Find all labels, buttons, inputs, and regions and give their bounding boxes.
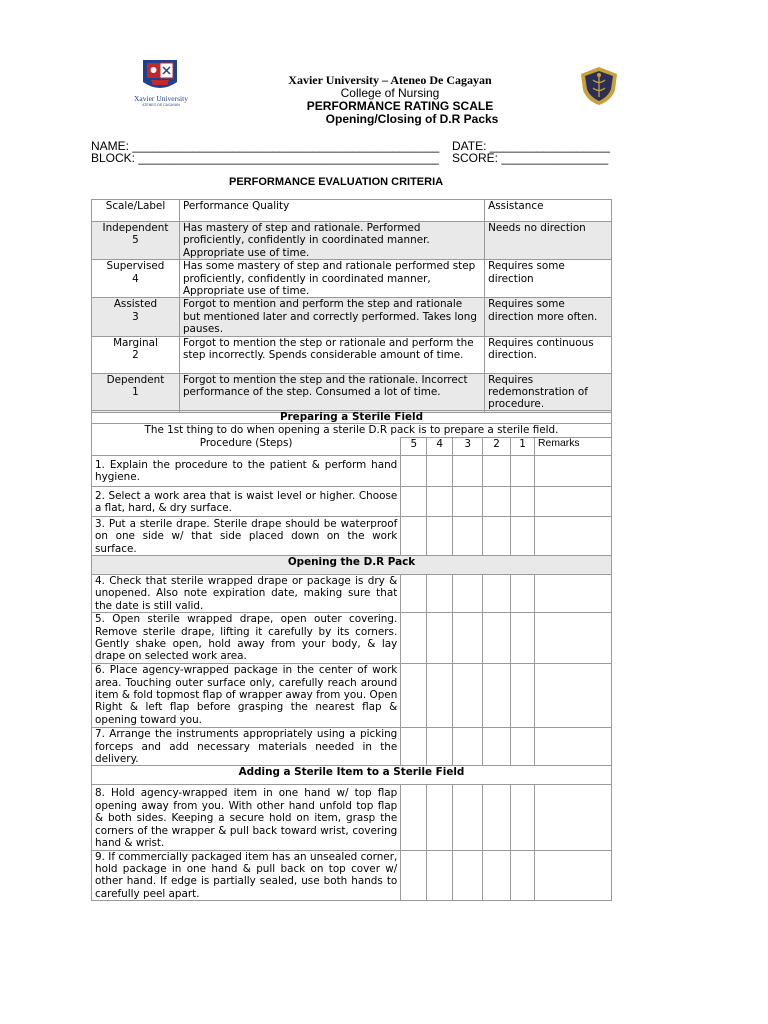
- score-cell[interactable]: [453, 516, 483, 555]
- scale-score: 3: [132, 310, 139, 323]
- section-note: The 1st thing to do when opening a sterile D.R pack is to prepare a sterile field.: [92, 424, 612, 437]
- criteria-title: PERFORMANCE EVALUATION CRITERIA: [229, 176, 444, 188]
- score-cell[interactable]: [427, 728, 453, 766]
- remarks-cell[interactable]: [535, 850, 612, 901]
- scale-score: 1: [132, 386, 139, 399]
- score-cell[interactable]: [511, 785, 535, 850]
- score-cell[interactable]: [483, 486, 511, 516]
- block-field[interactable]: BLOCK: _____________________________________________: [91, 151, 439, 165]
- score-cell[interactable]: [401, 516, 427, 555]
- score-cell[interactable]: [427, 486, 453, 516]
- remarks-cell[interactable]: [535, 516, 612, 555]
- header-score-1: 1: [511, 437, 535, 455]
- score-cell[interactable]: [483, 664, 511, 728]
- score-cell[interactable]: [483, 850, 511, 901]
- logo-caption: Xavier University: [134, 94, 188, 103]
- header-score-4: 4: [427, 437, 453, 455]
- score-field[interactable]: SCORE: ________________: [452, 151, 609, 165]
- score-cell[interactable]: [511, 664, 535, 728]
- scale-header-assistance: Assistance: [485, 200, 612, 222]
- score-cell[interactable]: [453, 728, 483, 766]
- header-score-5: 5: [401, 437, 427, 455]
- score-cell[interactable]: [427, 664, 453, 728]
- scale-header-quality: Performance Quality: [179, 200, 484, 222]
- score-cell[interactable]: [453, 455, 483, 486]
- score-cell[interactable]: [401, 728, 427, 766]
- step-row: 9. If commercially packaged item has an unsealed corner, hold package in one hand & pull back on top cover w/ other hand. If edge is partially sealed, use both hands to carefully peel apart.: [92, 850, 401, 901]
- score-cell[interactable]: [511, 850, 535, 901]
- logo-subcaption: ATENEO DE CAGAYAN: [142, 103, 180, 107]
- step-row: 6. Place agency-wrapped package in the center of work area. Touching outer surface only, carefully reach around item & fold topmost flap of wrapper away from you. Open Right & left flap before grasping the nearest flap & opening toward you.: [92, 664, 401, 728]
- score-cell[interactable]: [427, 850, 453, 901]
- score-cell[interactable]: [453, 664, 483, 728]
- score-cell[interactable]: [483, 516, 511, 555]
- scale-quality: Forgot to mention the step or rationale and perform the step incorrectly. Spends considerable amount of time.: [179, 336, 484, 373]
- header-score-3: 3: [453, 437, 483, 455]
- header-remarks: Remarks: [535, 437, 612, 455]
- scale-table: [91, 199, 612, 413]
- scale-label: Independent: [102, 222, 169, 234]
- step-row: 3. Put a sterile drape. Sterile drape should be waterproof on one side w/ that side placed down on the work surface.: [92, 516, 401, 555]
- scale-quality: Has some mastery of step and rationale performed step proficiently, confidently in coordinated manner, Appropriate use of time.: [179, 260, 484, 298]
- name-field[interactable]: NAME: ______________________________________________: [91, 139, 440, 153]
- step-row: 4. Check that sterile wrapped drape or package is dry & unopened. Also note expiration date, making sure that the date is still valid.: [92, 575, 401, 613]
- scale-label: Marginal: [113, 336, 158, 349]
- university-name: Xavier University – Ateneo De Cagayan: [288, 73, 492, 87]
- scale-assistance: Requires redemonstration of procedure.: [485, 373, 612, 412]
- remarks-cell[interactable]: [535, 575, 612, 613]
- step-row: 1. Explain the procedure to the patient & perform hand hygiene.: [92, 455, 401, 486]
- procedure-table: [91, 410, 612, 901]
- score-cell[interactable]: [453, 850, 483, 901]
- scale-header-label: Scale/Label: [92, 200, 180, 222]
- score-cell[interactable]: [401, 850, 427, 901]
- header-procedure: Procedure (Steps): [92, 437, 401, 455]
- step-row: 2. Select a work area that is waist level or higher. Choose a flat, hard, & dry surface.: [92, 486, 401, 516]
- date-field[interactable]: DATE: __________________: [452, 139, 610, 153]
- score-cell[interactable]: [401, 664, 427, 728]
- score-cell[interactable]: [511, 455, 535, 486]
- page-title: PERFORMANCE RATING SCALE: [306, 99, 494, 113]
- score-cell[interactable]: [511, 486, 535, 516]
- score-cell[interactable]: [401, 486, 427, 516]
- remarks-cell[interactable]: [535, 728, 612, 766]
- score-cell[interactable]: [401, 575, 427, 613]
- remarks-cell[interactable]: [535, 486, 612, 516]
- scale-label: Dependent: [106, 373, 165, 386]
- score-cell[interactable]: [453, 613, 483, 664]
- score-cell[interactable]: [401, 613, 427, 664]
- university-logo: [118, 58, 204, 110]
- score-cell[interactable]: [483, 728, 511, 766]
- score-cell[interactable]: [453, 575, 483, 613]
- score-cell[interactable]: [427, 455, 453, 486]
- scale-label: Supervised: [106, 260, 165, 273]
- score-cell[interactable]: [401, 785, 427, 850]
- remarks-cell[interactable]: [535, 455, 612, 486]
- score-cell[interactable]: [427, 575, 453, 613]
- scale-assistance: Requires some direction more often.: [485, 298, 612, 336]
- scale-quality: Has mastery of step and rationale. Performed proficiently, confidently in coordinated manner. Appropriate use of time.: [179, 222, 484, 260]
- step-row: 5. Open sterile wrapped drape, open outer covering. Remove sterile drape, lifting it carefully by its corners. Gently shake open, hold away from your body, & lay drape on selected work area.: [92, 613, 401, 664]
- step-row: 8. Hold agency-wrapped item in one hand w/ top flap opening away from you. With other hand unfold top flap & both sides. Keeping a secure hold on item, grasp the corners of the wrapper & pull back toward wrist, covering hand & wrist.: [92, 785, 401, 850]
- scale-assistance: Requires some direction: [485, 260, 612, 298]
- page-subtitle: Opening/Closing of D.R Packs: [325, 112, 499, 126]
- step-row: 7. Arrange the instruments appropriately using a picking forceps and add necessary materials needed in the delivery.: [92, 728, 401, 766]
- scale-assistance: Requires continuous direction.: [485, 336, 612, 373]
- score-cell[interactable]: [453, 785, 483, 850]
- remarks-cell[interactable]: [535, 785, 612, 850]
- score-cell[interactable]: [453, 486, 483, 516]
- scale-label: Assisted: [113, 298, 158, 311]
- section-title-opening: Opening the D.R Pack: [92, 556, 612, 575]
- header-score-2: 2: [483, 437, 511, 455]
- scale-quality: Forgot to mention the step and the rationale. Incorrect performance of the step. Consumed a lot of time.: [179, 373, 484, 412]
- remarks-cell[interactable]: [535, 664, 612, 728]
- college-name: College of Nursing: [340, 86, 440, 100]
- section-title-adding: Adding a Sterile Item to a Sterile Field: [92, 766, 612, 785]
- nursing-seal: [578, 66, 620, 106]
- score-cell[interactable]: [483, 575, 511, 613]
- score-cell[interactable]: [511, 516, 535, 555]
- scale-score: 5: [132, 234, 139, 247]
- score-cell[interactable]: [483, 455, 511, 486]
- score-cell[interactable]: [511, 613, 535, 664]
- score-cell[interactable]: [511, 728, 535, 766]
- score-cell[interactable]: [427, 516, 453, 555]
- section-title-preparing: Preparing a Sterile Field: [92, 411, 612, 424]
- score-cell[interactable]: [401, 455, 427, 486]
- scale-score: 2: [132, 349, 139, 362]
- score-cell[interactable]: [427, 613, 453, 664]
- remarks-cell[interactable]: [535, 613, 612, 664]
- scale-score: 4: [132, 272, 139, 285]
- score-cell[interactable]: [511, 575, 535, 613]
- score-cell[interactable]: [427, 785, 453, 850]
- scale-assistance: Needs no direction: [485, 222, 612, 260]
- scale-quality: Forgot to mention and perform the step and rationale but mentioned later and correctly performed. Takes long pauses.: [179, 298, 484, 336]
- score-cell[interactable]: [483, 613, 511, 664]
- score-cell[interactable]: [483, 785, 511, 850]
